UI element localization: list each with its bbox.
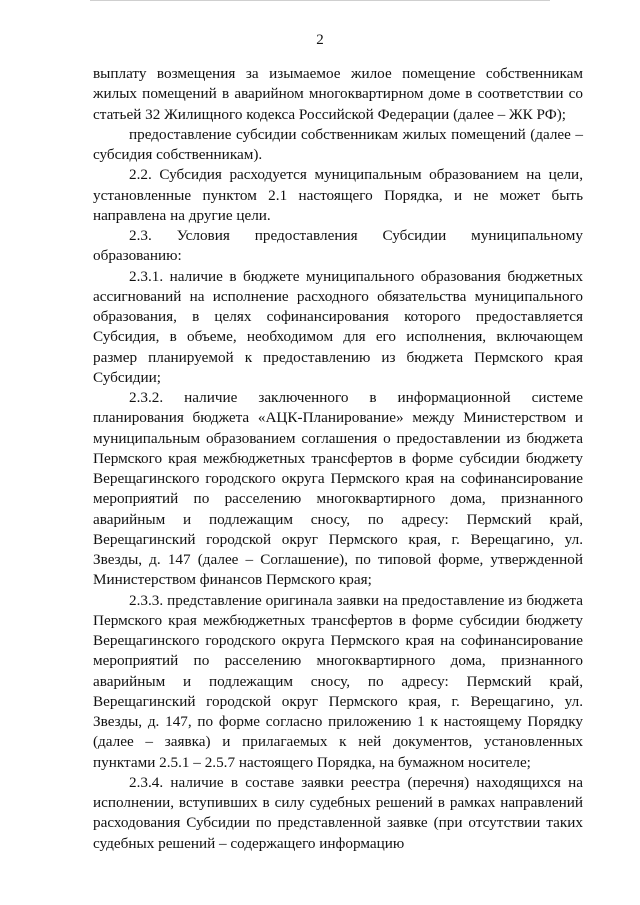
paragraph-2-3-2: 2.3.2. наличие заключенного в информационной системе планирования бюджета «АЦК-Планирование» между Министерством и муниципальным образованием соглашения о предоставлении из бюджета Пермского края межбюджетных трансфертов в форме субсидии бюджету Верещагинского городского округа Пермского края на софинансирование мероприятий по расселению многоквартирного дома, признанного аварийным и подлежащим сносу, по адресу: Пермский край, Верещагинский городской округ Пермского края, г. Верещагино, ул. Звезды, д. 147 (далее – Соглашение), по типовой форме, утвержденной Министерством финансов Пермского края; (93, 389, 583, 589)
page-top-edge (90, 0, 550, 1)
page-number: 2 (316, 32, 324, 48)
paragraph-payment: выплату возмещения за изымаемое жилое помещение собственникам жилых помещений в аварийном многоквартирном доме в соответствии со статьей 32 Жилищного кодекса Российской Федерации (далее – ЖК РФ); (93, 65, 583, 123)
paragraph-subsidy-owners: предоставление субсидии собственникам жилых помещений (далее – субсидия собственникам). (93, 125, 583, 163)
paragraph-2-3-4: 2.3.4. наличие в составе заявки реестра (перечня) находящихся на исполнении, вступивших в силу судебных решений в рамках направлений расходования Субсидии по представленной заявке (при отсутствии таких судебных решений – содержащего информацию (93, 773, 583, 852)
document-body (93, 64, 583, 854)
paragraph-2-3: 2.3. Условия предоставления Субсидии муниципальному образованию: (93, 227, 583, 265)
paragraph-2-3-3: 2.3.3. представление оригинала заявки на предоставление из бюджета Пермского края межбюджетных трансфертов в форме субсидии бюджету Верещагинского городского округа Пермского края на софинансирование мероприятий по расселению многоквартирного дома, признанного аварийным и подлежащим сносу, по адресу: Пермский край, Верещагинский городской округ Пермского края, г. Верещагино, ул. Звезды, д. 147, по форме согласно приложению 1 к настоящему Порядку (далее – заявка) и прилагаемых к ней документов, установленных пунктами 2.5.1 – 2.5.7 настоящего Порядка, на бумажном носителе; (93, 591, 583, 771)
paragraph-2-2: 2.2. Субсидия расходуется муниципальным образованием на цели, установленные пунктом 2.1 настоящего Порядка, и не может быть направлена на другие цели. (93, 166, 583, 224)
paragraph-2-3-1: 2.3.1. наличие в бюджете муниципального образования бюджетных ассигнований на исполнение расходного обязательства муниципального образования, в целях софинансирования которого предоставляется Субсидия, в объеме, необходимом для его исполнения, включающем размер планируемой к предоставлению из бюджета Пермского края Субсидии; (93, 267, 583, 386)
